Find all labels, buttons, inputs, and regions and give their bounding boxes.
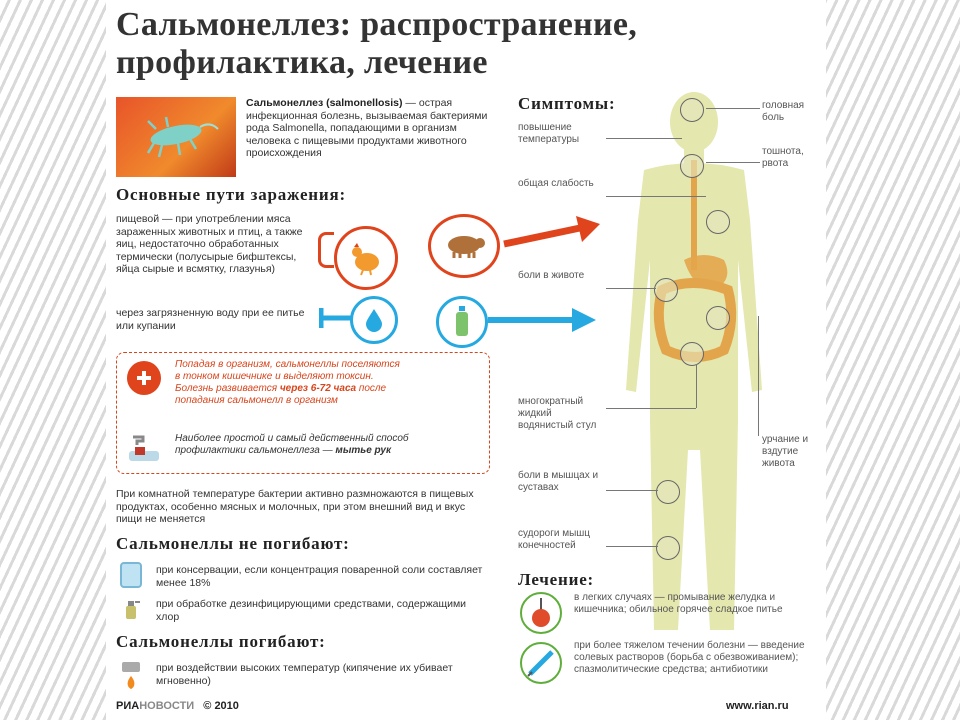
symptom-joint-pain: боли в мышцах и суставах [518,470,599,493]
chicken-icon [334,226,398,290]
symptom-fever: повышение температуры [518,122,580,145]
water-drop-icon [350,296,398,344]
treatment-heading: Лечение: [518,570,595,589]
leader-nausea [706,162,760,163]
notice-line-4: попадания сальмонелл в организм [175,395,338,406]
footer-brand [116,700,239,712]
enema-bulb-icon [520,592,562,634]
symptom-weakness: общая слабость [518,178,594,189]
handwash-icon [127,433,161,463]
notice-line-3 [175,383,485,395]
title-line-1: Сальмонеллез: распространение, [116,6,638,43]
footer-url: www.rian.ru [726,700,789,712]
leader-fever [606,138,682,139]
spray-bottle-icon [120,598,142,620]
survive-item-1: при консервации, если концентрация поваренной соли составляет менее 18% [156,564,483,589]
leader-diarrhea-v [696,364,697,408]
pig-icon [428,214,500,278]
bottle-icon [436,296,488,348]
intro-description: — острая инфекционная болезнь, вызываемая бактериями рода Salmonella, попадающими в организм человека с пищевыми продуктами животного происхождения [246,97,488,159]
leader-cramps [606,546,658,547]
die-item-1: при воздействии высоких температур (кипячение их убивает мгновенно) [156,662,453,687]
prevention-handwash: мытье рук [335,445,392,456]
brand-novosti: НОВОСТИ [139,700,195,712]
marker-knee [656,480,680,504]
leader-abdominal-pain [606,288,656,289]
marker-stomach [706,210,730,234]
notice-line-3-prefix: Болезнь развивается [175,383,280,394]
medical-cross-icon [127,361,161,395]
symptoms-heading: Симптомы: [518,94,616,113]
intro-term: Сальмонеллез (salmonellosis) [246,97,403,109]
routes-heading: Основные пути заражения: [116,185,346,204]
prevention-text [175,433,485,457]
bacteria-image [116,97,236,177]
notice-line-2: в тонком кишечнике и выделяют токсин. [175,371,374,382]
route-water-text: через загрязненную воду при ее питье или купании [116,307,305,332]
marker-abdomen [654,278,678,302]
survive-item-2: при обработке дезинфицирующими средствами, содержащими хлор [156,598,467,623]
marker-head [680,98,704,122]
page-title [116,6,806,82]
bracket-food [318,232,334,268]
water-arrow [488,306,598,336]
symptom-rumbling: урчание и вздутие живота [762,434,809,469]
intro-text [246,97,491,160]
notice-text [175,359,485,407]
treatment-item-1: в легких случаях — промывание желудка и кишечника; обильное горячее сладкое питье [574,592,783,615]
food-arrow [502,214,602,254]
brine-jar-icon [120,562,142,588]
route-food-text: пищевой — при употреблении мяса зараженных животных и птиц, а также яиц, недостаточно обработанных термически (полусырые бифштексы, яйца сырые и всмятку, глазунья) [116,213,303,275]
marker-intestine [706,306,730,330]
marker-throat [680,154,704,178]
brand-ria: РИА [116,700,140,712]
survive-heading: Сальмонеллы не погибают: [116,534,350,553]
title-line-2: профилактика, лечение [116,44,488,81]
marker-bowel [680,342,704,366]
symptom-nausea: тошнота, рвота [762,146,804,169]
bacteria-icon [116,97,236,177]
prevention-line-2-text: профилактики сальмонеллеза — [175,445,336,456]
marker-calf [656,536,680,560]
storage-note: При комнатной температуре бактерии активно размножаются в пищевых продуктах, особенно мясных и молочных, при этом внешний вид и вкус пищи не меняется [116,488,474,525]
prevention-line-2 [175,445,485,457]
infographic-sheet [106,0,826,720]
syringe-icon [520,642,562,684]
leader-weakness [606,196,706,197]
leader-rumbling-v [758,316,759,436]
treatment-item-2: при более тяжелом течении болезни — введение солевых растворов (борьба с обезвоживанием); спазмолитические средства; антибиотики [574,640,805,675]
symptom-abdominal-pain: боли в животе [518,270,585,281]
notice-box [116,352,490,474]
notice-line-3-suffix: после [356,383,387,394]
symptom-headache: головная боль [762,100,805,123]
die-heading: Сальмонеллы погибают: [116,632,326,651]
notice-line-1: Попадая в организм, сальмонеллы поселяются [175,359,400,370]
leader-joint-pain [606,490,658,491]
symptom-cramps: судороги мышц конечностей [518,528,591,551]
prevention-line-1: Наиболее простой и самый действенный способ [175,433,409,444]
copyright: © 2010 [203,700,239,712]
boiling-pot-icon [120,660,142,690]
symptom-diarrhea: многократный жидкий водянистый стул [518,396,597,431]
leader-diarrhea [606,408,696,409]
notice-incubation: через 6-72 часа [279,383,357,394]
leader-headache [706,108,760,109]
